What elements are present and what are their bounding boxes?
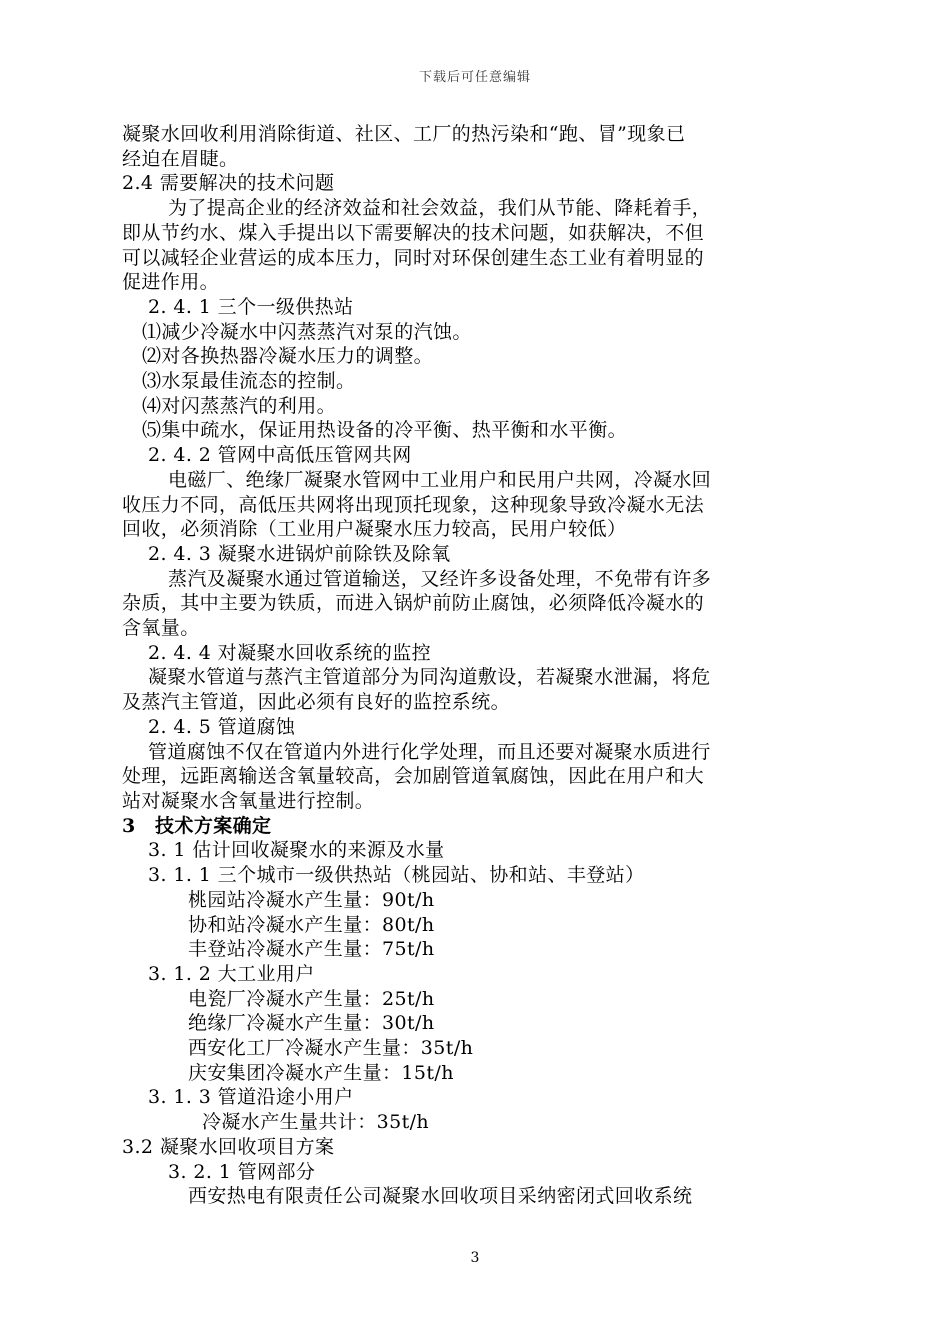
paragraph-line: 即从节约水、煤入手提出以下需要解决的技术问题，如获解决，不但 xyxy=(122,221,705,244)
paragraph-line: 及蒸汽主管道，因此必须有良好的监控系统。 xyxy=(122,691,511,714)
data-line: 桃园站冷凝水产生量：90t/h xyxy=(188,888,435,911)
subsection-heading-2-4-3: 2. 4. 3 凝聚水进锅炉前除铁及除氧 xyxy=(148,542,451,565)
section-heading-2-4: 2.4 需要解决的技术问题 xyxy=(122,172,335,195)
paragraph-line: 回收，必须消除（工业用户凝聚水压力较高，民用户较低） xyxy=(122,518,627,541)
subsection-heading-2-4-4: 2. 4. 4 对凝聚水回收系统的监控 xyxy=(148,641,432,664)
section-heading-3: 3 技术方案确定 xyxy=(122,814,272,837)
subsection-heading-3-1-1: 3. 1. 1 三个城市一级供热站（桃园站、协和站、丰登站） xyxy=(148,864,645,887)
paragraph-line: 杂质，其中主要为铁质，而进入锅炉前防止腐蚀，必须降低冷凝水的 xyxy=(122,592,705,615)
subsection-heading-2-4-1: 2. 4. 1 三个一级供热站 xyxy=(148,295,354,318)
list-item: ⑴减少冷凝水中闪蒸蒸汽对泵的汽蚀。 xyxy=(142,320,472,343)
paragraph-line: 西安热电有限责任公司凝聚水回收项目采纳密闭式回收系统 xyxy=(188,1185,693,1208)
paragraph-line: 促进作用。 xyxy=(122,271,220,294)
paragraph-line: 电磁厂、绝缘厂凝聚水管网中工业用户和民用户共网，冷凝水回 xyxy=(168,468,712,491)
subsection-heading-2-4-2: 2. 4. 2 管网中高低压管网共网 xyxy=(148,444,412,467)
paragraph-line: 可以减轻企业营运的成本压力，同时对环保创建生态工业有着明显的 xyxy=(122,246,705,269)
subsection-heading-3-1-2: 3. 1. 2 大工业用户 xyxy=(148,962,315,985)
paragraph-line: 含氧量。 xyxy=(122,617,200,640)
subsection-heading-3-2-1: 3. 2. 1 管网部分 xyxy=(168,1160,316,1183)
list-item: ⑶水泵最佳流态的控制。 xyxy=(142,370,356,393)
document-body xyxy=(122,122,812,1209)
data-line: 冷凝水产生量共计：35t/h xyxy=(202,1111,430,1134)
data-line: 丰登站冷凝水产生量：75t/h xyxy=(188,938,435,961)
subsection-heading-3-1-3: 3. 1. 3 管道沿途小用户 xyxy=(148,1086,354,1109)
list-item: ⑷对闪蒸蒸汽的利用。 xyxy=(142,394,337,417)
subsection-heading-3-1: 3. 1 估计回收凝聚水的来源及水量 xyxy=(148,839,445,862)
paragraph-line: 处理，远距离输送含氧量较高，会加剧管道氧腐蚀，因此在用户和大 xyxy=(122,765,705,788)
data-line: 协和站冷凝水产生量：80t/h xyxy=(188,913,435,936)
data-line: 绝缘厂冷凝水产生量：30t/h xyxy=(188,1012,435,1035)
paragraph-line: 蒸汽及凝聚水通过管道输送，又经许多设备处理，不免带有许多 xyxy=(168,567,712,590)
data-line: 西安化工厂冷凝水产生量：35t/h xyxy=(188,1037,474,1060)
page-number: 3 xyxy=(470,1250,480,1266)
paragraph-line: 收压力不同，高低压共网将出现顶托现象，这种现象导致冷凝水无法 xyxy=(122,493,705,516)
paragraph-line: 经迫在眉睫。 xyxy=(122,147,239,170)
paragraph-line: 凝聚水回收利用消除街道、社区、工厂的热污染和“跑、冒”现象已 xyxy=(122,123,686,145)
paragraph-line: 为了提高企业的经济效益和社会效益，我们从节能、降耗着手， xyxy=(168,197,712,220)
paragraph-line: 站对凝聚水含氧量进行控制。 xyxy=(122,789,375,812)
data-line: 庆安集团冷凝水产生量：15t/h xyxy=(188,1061,454,1084)
data-line: 电瓷厂冷凝水产生量：25t/h xyxy=(188,987,435,1010)
section-heading-3-2: 3.2 凝聚水回收项目方案 xyxy=(122,1135,335,1158)
subsection-heading-2-4-5: 2. 4. 5 管道腐蚀 xyxy=(148,715,296,738)
paragraph-line: 凝聚水管道与蒸汽主管道部分为同沟道敷设，若凝聚水泄漏，将危 xyxy=(148,666,711,689)
page-header: 下载后可任意编辑 xyxy=(418,70,531,85)
list-item: ⑵对各换热器冷凝水压力的调整。 xyxy=(142,345,434,368)
list-item: ⑸集中疏水，保证用热设备的冷平衡、热平衡和水平衡。 xyxy=(142,419,628,442)
paragraph-line: 管道腐蚀不仅在管道内外进行化学处理，而且还要对凝聚水质进行 xyxy=(148,740,711,763)
